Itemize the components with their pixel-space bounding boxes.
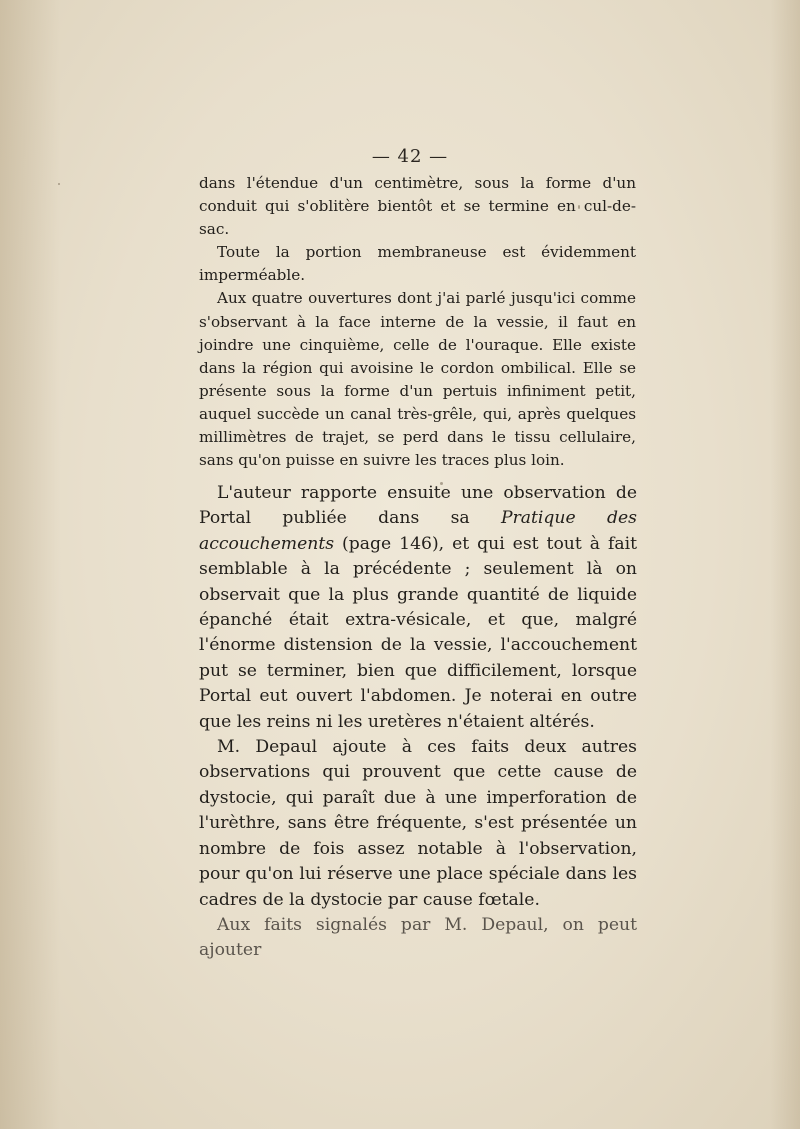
large-text-section: [199, 481, 637, 964]
paragraph-continuation: dans l'étendue d'un centimètre, sous la forme d'un conduit qui s'oblitère bientôt et se termine en cul-de-sac.: [199, 174, 636, 239]
paragraph-portal-end: (page 146), et qui est tout à fait semblable à la précédente ; seulement là on observait que la plus grande quantité de liquide épanché était extra-vésicale, et que, malgré l'énorme distension de la vessie, l'accouchement put se terminer, bien que difficilement, lorsque Portal eut ouvert l'abdomen. Je noterai en outre que les reins ni les uretères n'étaient altérés.: [199, 533, 637, 732]
paragraph-membraneuse: Toute la portion membraneuse est évidemment imperméable.: [199, 243, 636, 285]
page-left-shadow: [0, 0, 60, 1129]
paragraph-portal: [199, 481, 637, 735]
paper-speck: [578, 205, 580, 209]
paragraph-depaul: M. Depaul ajoute à ces faits deux autres observations qui prouvent que cette cause de dystocie, qui paraît due à une imperforation de l'urèthre, sans être fréquente, s'est présentée un nombre de fois assez notable à l'observation, pour qu'on lui réserve une place spéciale dans les cadres de la dystocie par cause fœtale.: [199, 737, 637, 910]
page-number: — 42 —: [371, 146, 449, 167]
small-text-section: [199, 172, 636, 472]
paper-speck: [440, 482, 443, 485]
page-right-shadow: [770, 0, 800, 1129]
paragraph-ouraque: Aux quatre ouvertures dont j'ai parlé jusqu'ici comme s'observant à la face interne de la vessie, il faut en joindre une cinquième, celle de l'ouraque. Elle existe dans la région qui avoisine le cordon ombilical. Elle se présente sous la forme d'un pertuis infiniment petit, auquel succède un canal très-grêle, qui, après quelques millimètres de trajet, se perd dans le tissu cellulaire, sans qu'on puisse en suivre les traces plus loin.: [199, 289, 636, 470]
paragraph-portal-start: L'auteur rapporte ensuite une observation de Portal publiée dans sa: [199, 483, 637, 529]
paper-speck: [58, 183, 60, 185]
paragraph-last-line: Aux faits signalés par M. Depaul, on peut ajouter: [199, 914, 637, 961]
book-title-italic: Pratique des accouchements: [199, 508, 637, 554]
